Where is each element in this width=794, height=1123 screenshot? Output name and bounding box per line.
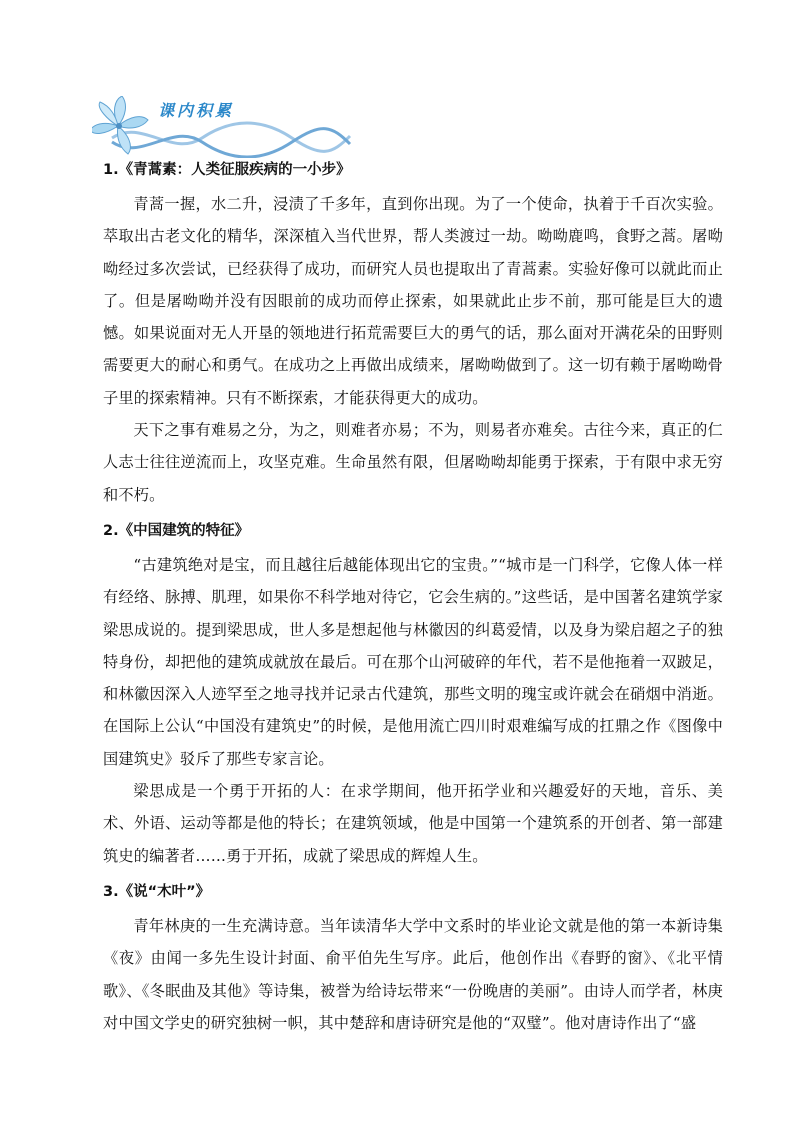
section-1 <box>103 158 723 511</box>
section-2 <box>103 519 723 872</box>
banner-title: 课内积累 <box>158 101 235 120</box>
section-banner <box>92 96 352 158</box>
paragraph: 天下之事有难易之分，为之，则难者亦易；不为，则易者亦难矣。古往今来，真正的仁人志士往往逆流而上，攻坚克难。生命虽然有限，但屠呦呦却能勇于探索，于有限中求无穷和不朽。 <box>103 421 723 504</box>
paragraph: 青蒿一握，水二升，浸渍了千多年，直到你出现。为了一个使命，执着于千百次实验。萃取出古老文化的精华，深深植入当代世界，帮人类渡过一劫。呦呦鹿鸣，食野之蒿。屠呦呦经过多次尝试，已经获得了成功，而研究人员也提取出了青蒿素。实验好像可以就此而止了。但是屠呦呦并没有因眼前的成功而停止探索，如果就此止步不前，那可能是巨大的遗憾。如果说面对无人开垦的领地进行拓荒需要巨大的勇气的话，那么面对开满花朵的田野则需要更大的耐心和勇气。在成功之上再做出成绩来，屠呦呦做到了。这一切有赖于屠呦呦骨子里的探索精神。只有不断探索，才能获得更大的成功。 <box>103 195 723 407</box>
section-title: 3.《说“木叶”》 <box>103 883 211 900</box>
paragraph: 梁思成是一个勇于开拓的人：在求学期间，他开拓学业和兴趣爱好的天地，音乐、美术、外语、运动等都是他的特长；在建筑领域，他是中国第一个建筑系的开创者、第一部建筑史的编著者……勇于开拓，成就了梁思成的辉煌人生。 <box>103 782 723 865</box>
section-3 <box>103 880 723 1039</box>
document-body <box>103 150 723 1039</box>
section-title: 2.《中国建筑的特征》 <box>103 522 250 539</box>
paragraph: 青年林庚的一生充满诗意。当年读清华大学中文系时的毕业论文就是他的第一本新诗集《夜》由闻一多先生设计封面、俞平伯先生写序。此后，他创作出《春野的窗》、《北平情歌》、《冬眠曲及其他》等诗集，被誉为给诗坛带来“一份晚唐的美丽”。由诗人而学者，林庚对中国文学史的研究独树一帜，其中楚辞和唐诗研究是他的“双璧”。他对唐诗作出了“盛 <box>103 916 723 1032</box>
section-title: 1.《青蒿素：人类征服疾病的一小步》 <box>103 162 351 178</box>
paragraph: “古建筑绝对是宝，而且越往后越能体现出它的宝贵。”“城市是一门科学，它像人体一样有经络、脉搏、肌理，如果你不科学地对待它，它会生病的。”这些话，是中国著名建筑学家梁思成说的。提到梁思成，世人多是想起他与林徽因的纠葛爱情，以及身为梁启超之子的独特身份，却把他的建筑成就放在最后。可在那个山河破碎的年代，若不是他拖着一双跛足，和林徽因深入人迹罕至之地寻找并记录古代建筑，那些文明的瑰宝或许就会在硝烟中消逝。在国际上公认“中国没有建筑史”的时候，是他用流亡四川时艰难编写成的扛鼎之作《图像中国建筑史》驳斥了那些专家言论。 <box>103 555 723 768</box>
